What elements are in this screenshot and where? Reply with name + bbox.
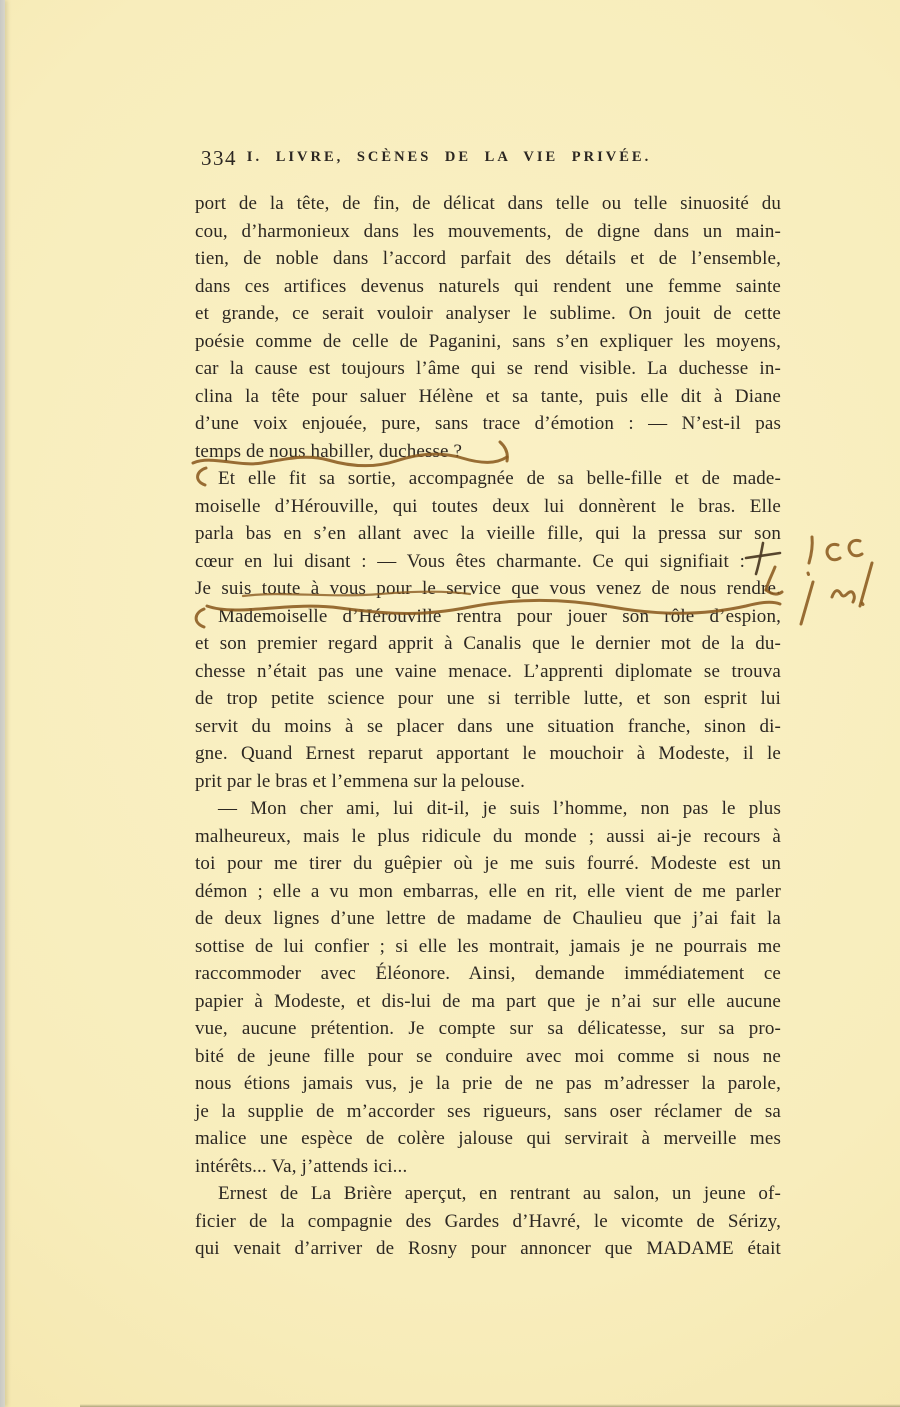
text-line: dans ces artifices devenus naturels qui rendent une femme sainte — [195, 275, 781, 297]
text-line: démon ; elle a vu mon embarras, elle en rit, elle vient de me parler — [195, 880, 781, 902]
scan-edge-left — [0, 0, 5, 1407]
text-line: Mademoiselle d’Hérouville rentra pour jouer son rôle d’espion, — [218, 605, 781, 627]
text-line: Et elle fit sa sortie, accompagnée de sa belle-fille et de made- — [218, 468, 781, 489]
text-line: clina la tête pour saluer Hélène et sa tante, puis elle dit à Diane — [195, 385, 781, 407]
text-line: servit du moins à se placer dans une situation franche, sinon di- — [195, 715, 781, 737]
text-line: de deux lignes d’une lettre de madame de Chaulieu que j’ai fait la — [195, 908, 781, 929]
text-line: toi pour me tirer du guêpier où je me suis fourré. Modeste est un — [195, 853, 781, 874]
text-line: Ernest de La Brière aperçut, en rentrant au salon, un jeune of- — [218, 1183, 781, 1204]
text-line: et son premier regard apprit à Canalis que le dernier mot de la du- — [195, 633, 781, 654]
page-number: 334 — [201, 146, 237, 170]
margin-note-1-mark — [808, 537, 862, 575]
text-line: malice une espèce de colère jalouse qui servirait à merveille mes — [195, 1128, 781, 1149]
margin-slash-mark — [860, 563, 872, 606]
running-title: I. LIVRE, SCÈNES DE LA VIE PRIVÉE. — [246, 149, 652, 165]
text-line: Je suis toute à vous pour le service que vous venez de nous rendre. — [195, 578, 781, 599]
text-line: intérêts... Va, j’attends ici... — [195, 1155, 408, 1177]
text-line: qui venait d’arriver de Rosny pour annoncer que MADAME était — [195, 1238, 781, 1259]
text-line: car la cause est toujours l’âme qui se rend visible. La duchesse in- — [195, 358, 781, 379]
text-line: temps de nous habiller, duchesse ? — [195, 440, 463, 462]
text-line: nous étions jamais vus, je la prie de ne pas m’adresser la parole, — [195, 1073, 781, 1094]
text-line: cou, d’harmonieux dans les mouvements, de digne dans un main- — [195, 220, 781, 242]
text-line: — Mon cher ami, lui dit-il, je suis l’homme, non pas le plus — [218, 798, 781, 819]
text-line: papier à Modeste, et dis-lui de ma part que je n’ai sur elle aucune — [195, 990, 781, 1012]
text-line: ficier de la compagnie des Gardes d’Havré, le vicomte de Sérizy, — [195, 1210, 781, 1232]
text-line: gne. Quand Ernest reparut apportant le mouchoir à Modeste, il le — [195, 743, 781, 764]
text-line: chesse n’était pas une vaine menace. L’apprenti diplomate se trouva — [195, 660, 781, 682]
text-line: cœur en lui disant : — Vous êtes charmante. Ce qui signifiait : — [195, 550, 745, 572]
page-header — [195, 146, 781, 176]
page-text — [195, 190, 781, 1263]
text-line: prit par le bras et l’emmena sur la pelouse. — [195, 770, 526, 792]
text-line: sottise de lui confier ; si elle les montrait, jamais je ne pourrais me — [195, 935, 781, 957]
text-line: raccommoder avec Éléonore. Ainsi, demande immédiatement ce — [195, 963, 781, 984]
text-line: tien, de noble dans l’accord parfait des détails et de l’ensemble, — [195, 248, 781, 269]
text-line: port de la tête, de fin, de délicat dans telle ou telle sinuosité du — [195, 193, 781, 214]
text-line: je la supplie de m’accorder ses rigueurs, sans oser réclamer de sa — [195, 1100, 781, 1122]
text-line: vue, aucune prétention. Je compte sur sa délicatesse, sur sa pro- — [195, 1018, 781, 1039]
text-line: bité de jeune fille pour se conduire avec moi comme si nous ne — [195, 1045, 781, 1067]
margin-note-2-mark — [801, 582, 863, 624]
text-line: de trop petite science pour une si terrible lutte, et son esprit lui — [195, 688, 781, 709]
text-line: d’une voix enjouée, pure, sans trace d’émotion : — N’est-il pas — [195, 413, 781, 434]
text-line: poésie comme de celle de Paganini, sans s’en expliquer les moyens, — [195, 330, 781, 352]
text-line: parla bas en s’en allant avec la vieille fille, qui la pressa sur son — [195, 523, 781, 544]
text-line: malheureux, mais le plus ridicule du monde ; aussi ai-je recours à — [195, 825, 781, 847]
text-line: moiselle d’Hérouville, qui toutes deux lui donnèrent le bras. Elle — [195, 495, 781, 517]
text-line: et grande, ce serait vouloir analyser le sublime. On jouit de cette — [195, 303, 781, 324]
